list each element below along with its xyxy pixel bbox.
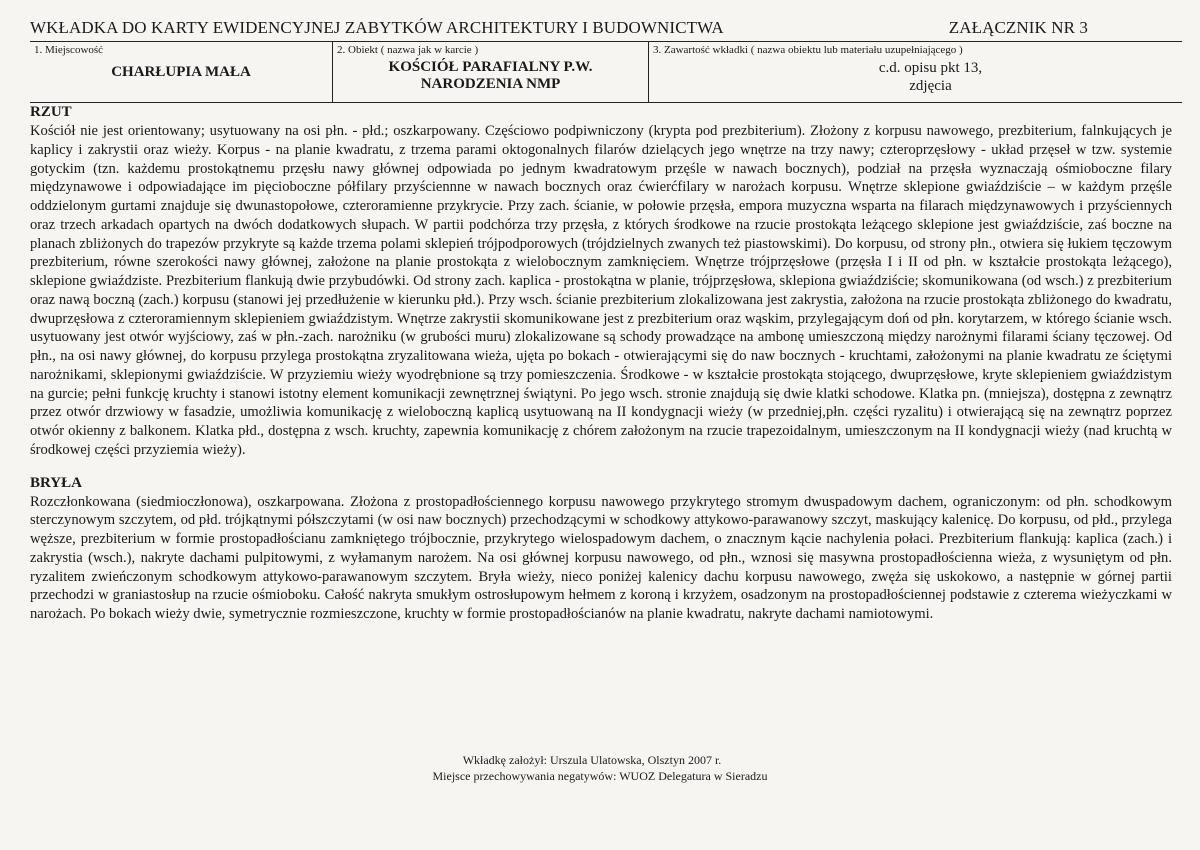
contents-label: 3. Zawartość wkładki ( nazwa obiektu lub materiału uzupełniającego ) bbox=[653, 44, 963, 56]
locality-label: 1. Miejscowość bbox=[34, 44, 104, 56]
contents-value bbox=[649, 59, 1182, 95]
attachment-number: ZAŁĄCZNIK NR 3 bbox=[948, 18, 1088, 37]
object-value-line1: KOŚCIÓŁ PARAFIALNY P.W. bbox=[388, 59, 593, 75]
document-body bbox=[30, 103, 1172, 624]
locality-value: CHARŁUPIA MAŁA bbox=[111, 64, 251, 80]
locality-cell bbox=[30, 42, 333, 102]
footer-author: Wkładkę założył: Urszula Ulatowska, Olsztyn 2007 r. bbox=[462, 753, 722, 767]
document-title: WKŁADKA DO KARTY EWIDENCYJNEJ ZABYTKÓW ARCHITEKTURY I BUDOWNICTWA bbox=[30, 18, 724, 37]
document-header bbox=[30, 18, 1182, 38]
object-label: 2. Obiekt ( nazwa jak w karcie ) bbox=[337, 44, 479, 56]
contents-value-line1: c.d. opisu pkt 13, bbox=[878, 60, 983, 76]
object-value bbox=[333, 59, 648, 93]
section-title-bryla: BRYŁA bbox=[30, 474, 82, 491]
section-title-rzut: RZUT bbox=[30, 104, 72, 120]
object-cell bbox=[333, 42, 649, 102]
section-text-rzut: Kościół nie jest orientowany; usytuowany na osi płn. - płd.; oszkarpowany. Częściowo podpiwniczony (krypta pod prezbiterium). Złożony z korpusu nawowego, prezbiterium, falnkujących je kaplicy i zakrystii oraz wieży. Korpus - na planie kwadratu, z trzema parami oktogonalnych filarów dzielących jego wnętrze na trzy nawy; czteroprzęsłowy - układ przęseł w tzw. systemie gotyckim (tzn. każdemu prostokątnemu przęsłu nawy głównej odpowiada po jednym kwadratowym przęśle w nawach bocznych), podział na przęsła wyznaczają ośmioboczne filary międzynawowe i odpowiadające im pięcioboczne półfilary przyściennne w nawach bocznych oraz ćwierćfilary w narożach korpusu. Wnętrze sklepione gwiaździście – w każdym przęśle oddzielonym gurtami znajduje się dwunastopołowe, czteroramienne przykrycie. Przy zach. ścianie, w połowie przęsła, empora muzyczna wsparta na filarach międzynawowych i przyściennych oraz trzech arkadach opartych na dwóch dodatkowych słupach. W partii podchórza trzy przęsła, z których środkowe na rzucie prostokąta leżącego sklepione jest gwiaździście, zaś boczne na planach zbliżonych do trapezów przykryte są każde trzema polami sklepień trójpodporowych (trójdzielnych zwanych też piastowskimi). Do korpusu, od strony płn., otwiera się łukiem tęczowym prezbiterium, równe szerokości nawy głównej, założone na planie prostokąta z wielobocznym zamknięciem. Wnętrze trójprzęsłowe (przęsła I i II od płn. w kształcie prostokąta leżącego), sklepione gwiaździste. Prezbiterium flankują dwie przybudówki. Od strony zach. kaplica - prostokątna w planie, trójprzęsłowa, sklepiona gwiaździście; skomunikowana (od wsch.) z prezbiterium oraz nawą boczną (zach.) korpusu (stanowi jej przedłużenie w kierunku płd.). Przy wsch. ścianie prezbiterium zlokalizowana jest zakrystia, założona na rzucie prostokąta zbliżonego do kwadratu, dwuprzęsłowa z czteroramiennym sklepieniem gwiaździstym. Wnętrze zakrystii skomunikowane jest z prezbiterium oraz wąskim, przylegającym doń od płn. korytarzem, w którego ścianie wsch. usytuowany jest otwór wyjściowy, zaś w płn.-zach. narożniku (w grubości muru) zlokalizowane są schody prowadzące na ambonę umieszczoną między narożnymi filarami ściany tęczowej. Od płn., na osi nawy głównej, do korpusu przylega prostokątna zryzalitowana wieża, ujęta po bokach - otwierającymi się do naw bocznych - kruchtami, założonymi na planie kwadratu ze ściętymi narożnikami, sklepionymi gwiaździście. W przyziemiu wieży wyodrębnione są trzy pomieszczenia. Środkowe - w kształcie prostokąta stojącego, dwuprzęsłowe, kryte sklepieniem gwiaździstym na gurcie; pełni funkcję kruchty i stanowi istotny element komunikacji zewnętrznej świątyni. Po jego wsch. stronie znajdują się dwie klatki schodowe. Klatka pn. (mniejsza), dostępna z zewnątrz przez otwór drzwiowy w fasadzie, umożliwia komunikację z wieloboczną kaplicą usytuowaną na II kondygnacji wieży (w przedniej,płn. części ryzalitu) i otwierającą się na zewnątrz poprzez otwór okienny z balkonem. Klatka płd., dostępna z wsch. kruchty, zapewnia komunikację z chórem założonym na rzucie trapezoidalnym, umieszczonym na II kondygnacji wieży (nad kruchtą w środkowej części przyziemia wieży). bbox=[30, 123, 1172, 458]
contents-value-line2: zdjęcia bbox=[909, 78, 952, 94]
object-value-line2: NARODZENIA NMP bbox=[420, 76, 561, 92]
footer-storage: Miejsce przechowywania negatywów: WUOZ Delegatura w Sieradzu bbox=[432, 769, 768, 783]
header-fields-table bbox=[30, 41, 1182, 103]
section-text-bryla: Rozczłonkowana (siedmioczłonowa), oszkarpowana. Złożona z prostopadłościennego korpusu nawowego przykrytego stromym dwuspadowym dachem, ograniczonym: od płn. schodkowym sterczynowym szczytem, od płd. trójkątnymi półszczytami (w osi naw bocznych) przechodzącymi w schodkowy attykowo-parawanowy szczyt, maskujący kalenicę. Do korpusu, od płd., przylega węższe, prezbiterium w formie prostopadłościanu zamkniętego trójbocznie, przykrytego wielospadowym dachem, o znacznym kącie nachylenia połaci. Prezbiterium flankują: kaplica (zach.) i zakrystia (wsch.), nakryte dachami pulpitowymi, z wyłamanym narożem. Na osi głównej korpusu nawowego, od płn., wznosi się masywna prostopadłościenna wieża, z wysuniętym od płn. ryzalitem zwieńczonym schodkowym attykowo-parawanowym szczytem. Bryła wieży, nieco poniżej kalenicy dachu korpusu nawowego, zwęża się uskokowo, a następnie w górnej partii przechodzi w graniastosłup na rzucie ośmioboku. Całość nakryta smukłym ostrosłupowym hełmem z koroną i krzyżem, osadzonym na prostopadłościennej podstawie z czterema wieżyczkami w narożach. Po bokach wieży dwie, symetrycznie rozmieszczone, kruchty w formie prostopadłościanów na planie kwadratu, nakryte dachami namiotowymi. bbox=[30, 493, 1172, 622]
contents-cell bbox=[649, 42, 1182, 102]
